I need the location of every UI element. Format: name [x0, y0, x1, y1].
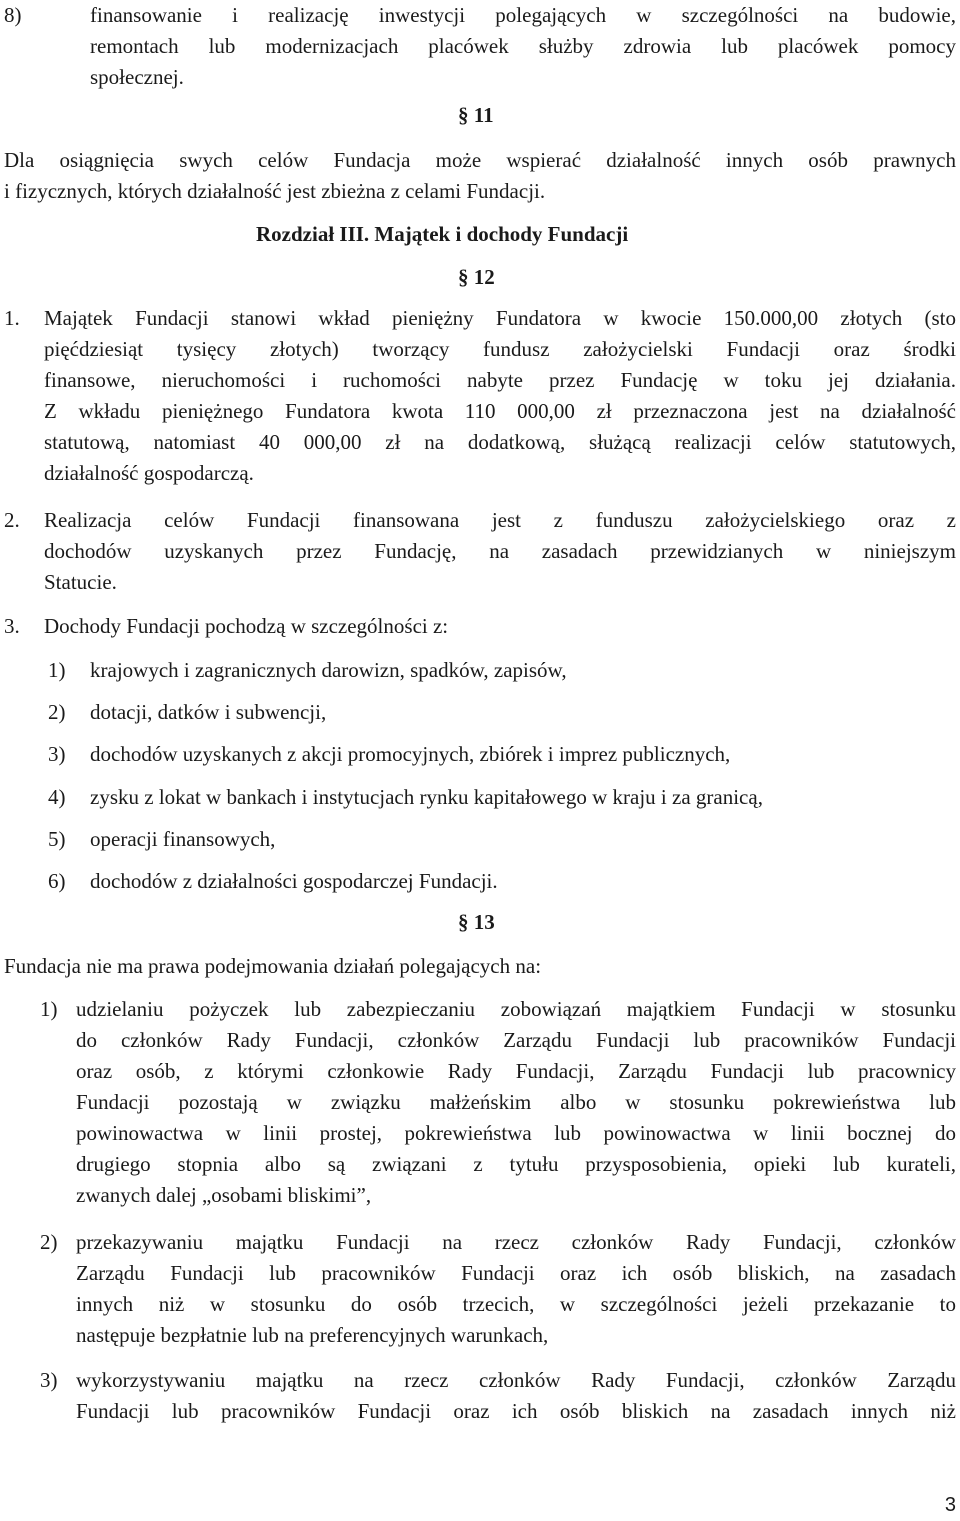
- paragraph-text: Dochody Fundacji pochodzą w szczególności z:: [44, 614, 449, 638]
- text-line: Zarządu Fundacji lub pracowników Fundacji oraz ich osób bliskich, na zasadach: [76, 1261, 956, 1285]
- list-item-text: dochodów z działalności gospodarczej Fundacji.: [90, 869, 498, 893]
- page-number: 3: [944, 1494, 956, 1516]
- text-line: innych niż w stosunku do osób trzecich, w szczególności jeżeli przekazanie to: [76, 1292, 956, 1316]
- text-line: pięćdziesiąt tysięcy złotych) tworzący fundusz założycielski Fundacji oraz środki: [44, 337, 956, 361]
- text-line: Dla osiągnięcia swych celów Fundacja może wspierać działalność innych osób prawnych: [4, 148, 956, 172]
- text-line: zwanych dalej „osobami bliskimi”,: [76, 1183, 372, 1207]
- list-item-text: operacji finansowych,: [90, 827, 276, 851]
- list-number: 1): [48, 658, 66, 682]
- section-number: § 11: [458, 103, 494, 127]
- text-line: oraz osób, z którymi członkowie Rady Fundacji, Zarządu Fundacji lub pracownicy: [76, 1059, 956, 1083]
- text-line: dochodów uzyskanych przez Fundację, na zasadach przewidzianych w niniejszym: [44, 539, 956, 563]
- section-number: § 12: [458, 265, 495, 289]
- chapter-heading: Rozdział III. Majątek i dochody Fundacji: [256, 222, 629, 246]
- list-item-text: [76, 1365, 956, 1427]
- text-line: działalność gospodarczą.: [44, 461, 254, 485]
- text-line: Z wkładu pieniężnego Fundatora kwota 110 000,00 zł przeznaczona jest na działalność: [44, 399, 956, 423]
- text-line: społecznej.: [90, 65, 184, 89]
- list-item-text: [90, 0, 956, 93]
- text-line: Statucie.: [44, 570, 117, 594]
- text-line: remontach lub modernizacjach placówek służby zdrowia lub placówek pomocy: [90, 34, 956, 58]
- paragraph-number: 2.: [4, 508, 20, 532]
- list-item-text: dochodów uzyskanych z akcji promocyjnych, zbiórek i imprez publicznych,: [90, 742, 731, 766]
- text-line: i fizycznych, których działalność jest zbieżna z celami Fundacji.: [4, 179, 546, 203]
- paragraph-number: 1.: [4, 306, 20, 330]
- text-line: do członków Rady Fundacji, członków Zarządu Fundacji lub pracowników Fundacji: [76, 1028, 956, 1052]
- list-number: 8): [4, 3, 22, 27]
- list-number: 3): [40, 1368, 58, 1392]
- list-number: 2): [48, 700, 66, 724]
- list-number: 1): [40, 997, 58, 1021]
- text-line: przekazywaniu majątku Fundacji na rzecz członków Rady Fundacji, członków: [76, 1230, 956, 1254]
- text-line: finansowe, nieruchomości i ruchomości nabyte przez Fundację w toku jej działania.: [44, 368, 956, 392]
- list-number: 4): [48, 785, 66, 809]
- section-number: § 13: [458, 910, 495, 934]
- paragraph: [44, 505, 956, 598]
- list-item-text: [76, 1227, 956, 1351]
- list-item-text: zysku z lokat w bankach i instytucjach rynku kapitałowego w kraju i za granicą,: [90, 785, 763, 809]
- text-line: wykorzystywaniu majątku na rzecz członków Rady Fundacji, członków Zarządu: [76, 1368, 956, 1392]
- paragraph: [44, 303, 956, 489]
- list-item-text: krajowych i zagranicznych darowizn, spadków, zapisów,: [90, 658, 567, 682]
- list-item-text: [76, 994, 956, 1211]
- text-line: Fundacji lub pracowników Fundacji oraz ich osób bliskich na zasadach innych niż: [76, 1399, 956, 1423]
- text-line: finansowanie i realizację inwestycji polegających w szczególności na budowie,: [90, 3, 956, 27]
- text-line: statutową, natomiast 40 000,00 zł na dodatkową, służącą realizacji celów statutowych,: [44, 430, 956, 454]
- paragraph-text: Fundacja nie ma prawa podejmowania działań polegających na:: [4, 954, 542, 978]
- paragraph: [4, 145, 956, 207]
- text-line: następuje bezpłatnie lub na preferencyjnych warunkach,: [76, 1323, 549, 1347]
- text-line: powinowactwa w linii prostej, pokrewieństwa lub powinowactwa w linii bocznej do: [76, 1121, 956, 1145]
- text-line: Fundacji pozostają w związku małżeńskim albo w stosunku pokrewieństwa lub: [76, 1090, 956, 1114]
- paragraph-number: 3.: [4, 614, 20, 638]
- text-line: Majątek Fundacji stanowi wkład pieniężny Fundatora w kwocie 150.000,00 złotych (sto: [44, 306, 956, 330]
- list-number: 3): [48, 742, 66, 766]
- list-item-text: dotacji, datków i subwencji,: [90, 700, 327, 724]
- text-line: Realizacja celów Fundacji finansowana jest z funduszu założycielskiego oraz z: [44, 508, 956, 532]
- text-line: udzielaniu pożyczek lub zabezpieczaniu zobowiązań majątkiem Fundacji w stosunku: [76, 997, 956, 1021]
- list-number: 5): [48, 827, 66, 851]
- text-line: drugiego stopnia albo są związani z tytułu przysposobienia, opieki lub kurateli,: [76, 1152, 956, 1176]
- list-number: 2): [40, 1230, 58, 1254]
- list-number: 6): [48, 869, 66, 893]
